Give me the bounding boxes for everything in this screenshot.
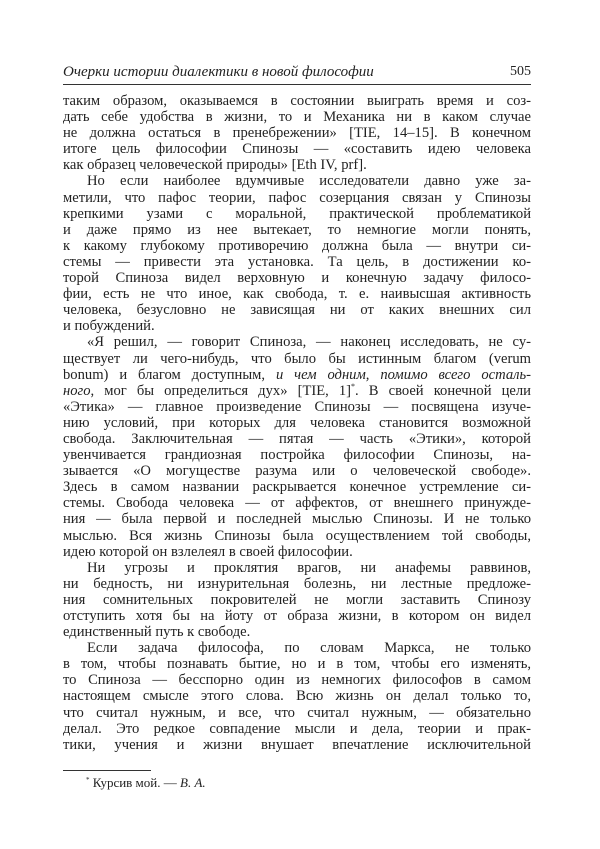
page-number: 505: [510, 64, 531, 79]
text-segment: нию условий, при которых для человека становится возможной: [63, 414, 531, 431]
text-segment: итоге цель философии Спинозы — «составить идею человека: [63, 141, 531, 158]
text-line: [63, 688, 531, 704]
text-line: [63, 608, 531, 624]
text-segment: ния сомнительных покровителей не могли заставить Спинозу: [63, 591, 531, 608]
running-header: [63, 64, 531, 85]
text-segment: торой Спиноза видел верховную и конечную задачу филосо-: [63, 270, 531, 287]
text-segment: мыслью. Вся жизнь Спинозы была осуществлением той свободы,: [63, 527, 531, 544]
text-segment: ществует ли чего-нибудь, что было бы истинным благом (verum: [63, 350, 531, 367]
text-line: [63, 672, 531, 688]
text-segment: крепкими узами с моральной, практической проблематикой: [63, 205, 531, 222]
text-line: [63, 222, 531, 238]
text-segment: идею которой он взлелеял в своей философии.: [63, 543, 353, 560]
text-segment: к какому глубокому противоречию должна была — внутри си-: [63, 237, 531, 254]
text-line: [63, 173, 531, 189]
text-line: [63, 511, 531, 527]
text-line: [63, 270, 531, 286]
footnote-reference: *: [351, 381, 356, 391]
text-segment: Здесь в самом названии раскрывается конечное устремление си-: [63, 479, 531, 496]
italic-text: и чем одним, помимо всего осталь-: [275, 366, 531, 383]
text-segment: в том, чтобы познавать бытие, но и в том, чтобы его изменять,: [63, 656, 531, 673]
text-line: [63, 125, 531, 141]
text-line: [63, 318, 531, 334]
text-segment: Но если наиболее вдумчивые исследователи давно уже за-: [87, 173, 531, 190]
text-line: [63, 463, 531, 479]
text-line: [63, 302, 531, 318]
text-segment: «Я решил, — говорит Спиноза, — наконец исследовать, не су-: [87, 334, 531, 351]
text-line: [63, 560, 531, 576]
text-segment: bonum) и благом доступным,: [63, 366, 276, 383]
text-segment: свобода. Заключительная — пятая — часть «Этики», которой: [63, 430, 531, 447]
text-line: [63, 399, 531, 415]
text-line: [63, 93, 531, 109]
text-line: [63, 656, 531, 672]
text-line: [63, 383, 531, 399]
text-line: [63, 367, 531, 383]
text-line: [63, 528, 531, 544]
text-segment: настоящем смысле этого слова. Всю жизнь он делал только то,: [63, 688, 531, 705]
text-line: [63, 351, 531, 367]
text-segment: фии, есть не что иное, как свобода, т. е. наивысшая активность: [63, 286, 531, 303]
text-segment: таким образом, оказываемся в состоянии выиграть время и соз-: [63, 93, 531, 109]
text-line: [63, 431, 531, 447]
text-segment: единственный путь к свободе.: [63, 624, 251, 641]
text-segment: стемы. Свобода человека — от аффектов, от внешнего принужде-: [63, 495, 531, 512]
text-segment: зывается «О могуществе разума или о человеческой свободе».: [63, 463, 531, 480]
text-segment: отступить хотя бы на йоту от образа жизни, в котором он видел: [63, 608, 531, 624]
text-segment: как образец человеческой природы» [Eth IV, prf].: [63, 157, 367, 174]
footnote-mark: *: [86, 776, 90, 784]
text-segment: ни бедность, ни изнурительная болезнь, ни лестные предложе-: [63, 575, 531, 592]
text-line: [63, 544, 531, 560]
text-segment: метили, что пафос теории, пафос созерцания связан у Спинозы: [63, 189, 531, 206]
body-text: [63, 93, 531, 753]
text-segment: делал. Это редкое совпадение мысли и дела, теории и прак-: [63, 720, 531, 737]
text-line: [63, 141, 531, 157]
text-segment: дать себе удобства в жизни, то и Механика ни в каком случае: [63, 109, 531, 126]
text-line: [63, 157, 531, 173]
text-segment: ния — была первой и последней мыслью Спинозы. И не только: [63, 511, 531, 528]
text-line: [63, 624, 531, 640]
text-segment: и побуждений.: [63, 318, 155, 335]
italic-text: ного: [63, 382, 91, 399]
footnote-author: В. А.: [180, 775, 206, 790]
text-line: [63, 495, 531, 511]
text-line: [63, 190, 531, 206]
text-line: [63, 721, 531, 737]
text-segment: Если задача философа, по словам Маркса, не только: [87, 640, 531, 657]
text-line: [63, 576, 531, 592]
text-segment: не должна остаться в пренебрежении» [TIE, 14–15]. В конечном: [63, 125, 531, 142]
text-segment: , мог бы определиться дух» [TIE, 1]: [90, 382, 352, 399]
text-line: [63, 479, 531, 495]
footnote: [86, 775, 206, 791]
text-segment: человека, безусловно не зависящая ни от каких внешних сил: [63, 302, 531, 319]
footnote-text: Курсив мой. —: [92, 775, 180, 790]
text-line: [63, 238, 531, 254]
text-line: [63, 447, 531, 463]
text-line: [63, 640, 531, 656]
text-segment: увенчивается грандиозная постройка философии Спинозы, на-: [63, 447, 531, 464]
text-line: [63, 254, 531, 270]
text-segment: тики, учения и жизни внушает впечатление исключительной: [63, 736, 531, 753]
text-segment: Ни угрозы и проклятия врагов, ни анафемы раввинов,: [87, 559, 531, 576]
text-line: [63, 592, 531, 608]
text-line: [63, 206, 531, 222]
text-segment: и даже прямо из нее вытекает, то немногие могли понять,: [63, 221, 531, 238]
text-line: [63, 109, 531, 125]
running-title: Очерки истории диалектики в новой философии: [63, 64, 374, 80]
text-segment: . В своей конечной цели: [355, 382, 531, 399]
text-segment: что считал нужным, и все, что считал нужным, — обязательно: [63, 704, 531, 721]
text-line: [63, 334, 531, 350]
text-segment: то Спиноза — бесспорно один из немногих философов в самом: [63, 672, 531, 689]
text-segment: стемы — привести эта установка. Та цель, в достижении ко-: [63, 253, 531, 270]
text-segment: «Этика» — главное произведение Спинозы — посвящена изуче-: [63, 398, 531, 415]
text-line: [63, 705, 531, 721]
text-line: [63, 415, 531, 431]
text-line: [63, 737, 531, 753]
text-line: [63, 286, 531, 302]
footnote-rule: [63, 770, 151, 771]
